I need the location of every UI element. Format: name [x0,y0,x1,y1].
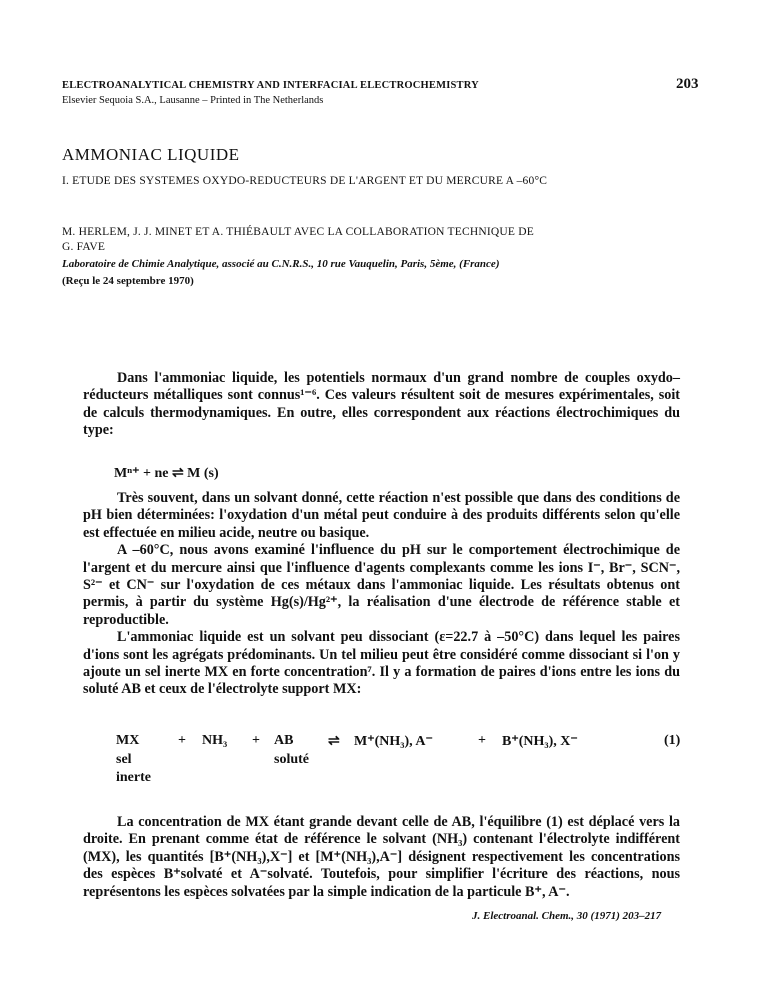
authors [62,225,534,255]
body-paragraph-1 [83,370,680,440]
formula-redox: Mⁿ⁺ + ne ⇌ M (s) [114,466,219,481]
authors-line-2: G. FAVE [62,241,106,253]
eq-product-2: B⁺(NH₃), X⁻ [502,734,578,749]
eq-ab: AB [274,733,294,748]
footer-citation: J. Electroanal. Chem., 30 (1971) 203–217 [472,910,662,922]
page-number: 203 [676,76,699,92]
paragraph-solvent: L'ammoniac liquide est un solvant peu dissociant (ε=22.7 à –50°C) dans lequel les paires d'ions sont les agrégats prédominants. Un tel milieu peut être considéré comme dissociant si l'on y ajoute un sel inerte MX en forte concentration⁷. Il y a formation de paires d'ions entre les ions du soluté AB et ceux de l'électrolyte support MX: [83,629,680,698]
article-title: AMMONIAC LIQUIDE [62,145,240,164]
eq-product-1: M⁺(NH₃), A⁻ [354,734,433,749]
eq-label-solute: soluté [274,752,309,767]
eq-nh3: NH₃ [202,733,228,748]
paragraph-experiment: A –60°C, nous avons examiné l'influence du pH sur le comportement électrochimique de l'argent et du mercure ainsi que l'influence d'agents complexants comme les ions I⁻, Br⁻, SCN⁻, S²⁻ et CN⁻ sur l'oxydation de ces métaux dans l'ammoniac liquide. Les résultats obtenus ont permis, à partir du système Hg(s)/Hg²⁺, la réalisation d'une électrode de référence stable et reproductible. [83,542,680,628]
equation-1 [116,733,686,753]
eq-plus-1: + [178,733,186,748]
paragraph-concentration: La concentration de MX étant grande devant celle de AB, l'équilibre (1) est déplacé vers la droite. En prenant comme état de référence le solvant (NH₃) contenant l'électrolyte indifférent (MX), les quantités [B⁺(NH₃),X⁻] et [M⁺(NH₃),A⁻] désignent respectivement les concentrations des espèces B⁺solvaté et A⁻solvaté. Toutefois, pour simplifier l'écriture des réactions, nous représentons les espèces solvatées par la simple indication de la particule B⁺, A⁻. [83,814,680,900]
received-date: (Reçu le 24 septembre 1970) [62,275,194,287]
authors-line-1: M. HERLEM, J. J. MINET ET A. THIÉBAULT AVEC LA COLLABORATION TECHNIQUE DE [62,226,534,238]
journal-header: ELECTROANALYTICAL CHEMISTRY AND INTERFACIAL ELECTROCHEMISTRY [62,80,479,91]
paragraph-ph: Très souvent, dans un solvant donné, cette réaction n'est possible que dans des conditions de pH bien déterminées: l'oxydation d'un métal peut conduire à des produits différents selon qu'elle est effectuée en milieu acide, neutre ou basique. [83,490,680,541]
affiliation: Laboratoire de Chimie Analytique, associé au C.N.R.S., 10 rue Vauquelin, Paris, 5ème, (France) [62,258,500,270]
eq-plus-3: + [478,733,486,748]
equation-number: (1) [664,733,681,748]
eq-plus-2: + [252,733,260,748]
eq-mx: MX [116,733,140,748]
paragraph-intro: Dans l'ammoniac liquide, les potentiels normaux d'un grand nombre de couples oxydo–réducteurs métalliques sont connus¹⁻⁶. Ces valeurs résultent soit de mesures expérimentales, soit de calculs thermodynamiques. En outre, elles correspondent aux réactions électrochimiques du type: [83,370,680,439]
eq-label-sel: sel [116,752,132,767]
body-paragraphs-2-4 [83,490,680,699]
article-subtitle: I. ETUDE DES SYSTEMES OXYDO-REDUCTEURS DE L'ARGENT ET DU MERCURE A –60°C [62,175,548,187]
eq-arrow: ⇌ [328,734,340,749]
body-paragraph-5 [83,814,680,901]
eq-label-inerte: inerte [116,770,151,785]
publisher-line: Elsevier Sequoia S.A., Lausanne – Printed in The Netherlands [62,95,324,106]
